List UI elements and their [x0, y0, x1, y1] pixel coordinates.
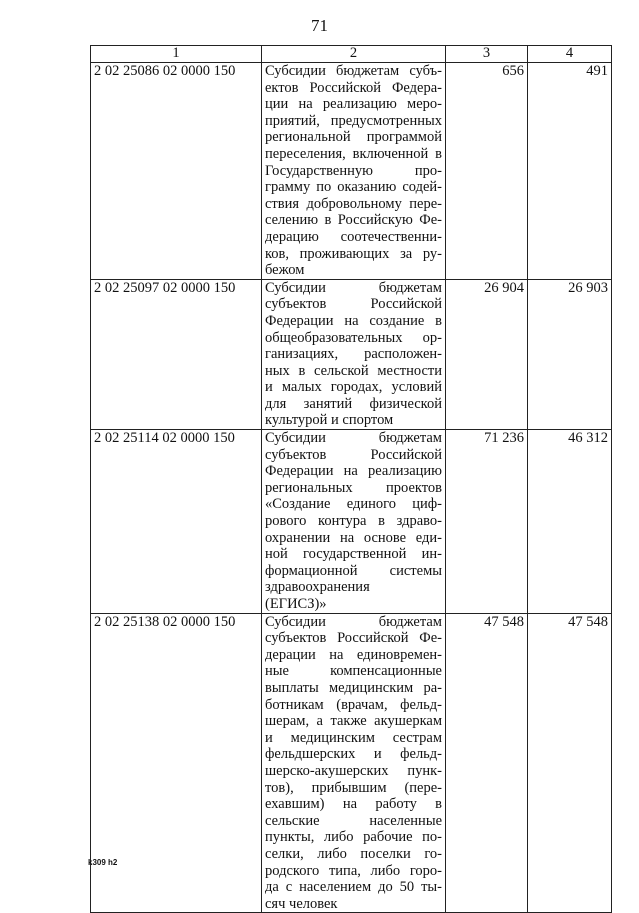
description-line: и малых городах, условий	[265, 379, 442, 396]
column-header-2: 2	[262, 46, 446, 63]
description-line: ботникам (врачам, фельд-	[265, 696, 442, 713]
description-line: ции на реализацию меро-	[265, 96, 442, 113]
value-cell-col3: 656	[446, 63, 528, 280]
value-cell-col3: 26 904	[446, 279, 528, 429]
description-line: субъектов Российской	[265, 446, 442, 463]
table-row	[91, 430, 612, 614]
description-line: формационной системы	[265, 562, 442, 579]
description-line: Государственную про-	[265, 162, 442, 179]
description-cell	[262, 63, 446, 280]
description-line: Федерации на реализацию	[265, 463, 442, 480]
description-line: селению в Российскую Фе-	[265, 212, 442, 229]
description-line: «Создание единого циф-	[265, 496, 442, 513]
column-header-4: 4	[528, 46, 612, 63]
table-row	[91, 613, 612, 913]
description-line: региональной программой	[265, 129, 442, 146]
description-line: фельдшерских и фельд-	[265, 746, 442, 763]
description-line: ектов Российской Федера-	[265, 79, 442, 96]
description-line: дерацию соотечественни-	[265, 228, 442, 245]
description-line: выплаты медицинским ра-	[265, 679, 442, 696]
value-cell-col4: 491	[528, 63, 612, 280]
budget-table	[90, 45, 612, 913]
description-line: ствия добровольному пере-	[265, 195, 442, 212]
description-line: дерации на единовремен-	[265, 646, 442, 663]
description-line: бежом	[265, 262, 305, 279]
budget-code-cell: 2 02 25086 02 0000 150	[91, 63, 262, 280]
column-header-1: 1	[91, 46, 262, 63]
description-line: шерско-акушерских пунк-	[265, 762, 442, 779]
table-header-row	[91, 46, 612, 63]
description-line: ной государственной ин-	[265, 546, 442, 563]
description-line: для занятий физической	[265, 395, 442, 412]
description-line: приятий, предусмотренных	[265, 112, 442, 129]
description-line: ехавшим) на работу в	[265, 796, 442, 813]
description-line: Субсидии бюджетам	[265, 613, 442, 630]
value-cell-col3: 47 548	[446, 613, 528, 913]
budget-code-cell: 2 02 25097 02 0000 150	[91, 279, 262, 429]
description-line: субъектов Российской	[265, 296, 442, 313]
description-line: Субсидии бюджетам	[265, 430, 442, 447]
description-line: общеобразовательных ор-	[265, 329, 442, 346]
value-cell-col3: 71 236	[446, 430, 528, 614]
description-line: ков, проживающих за ру-	[265, 245, 442, 262]
table-row	[91, 63, 612, 280]
value-cell-col4: 46 312	[528, 430, 612, 614]
column-header-3: 3	[446, 46, 528, 63]
footer-code: k309 h2	[88, 858, 118, 867]
description-line: ных в сельской местности	[265, 362, 442, 379]
description-line: переселения, включенной в	[265, 145, 442, 162]
description-line: (ЕГИСЗ)»	[265, 596, 327, 612]
description-line: культурой и спортом	[265, 412, 394, 429]
description-line: ганизациях, расположен-	[265, 346, 442, 363]
value-cell-col4: 47 548	[528, 613, 612, 913]
description-line: грамму по оказанию содей-	[265, 179, 442, 196]
budget-code-cell: 2 02 25114 02 0000 150	[91, 430, 262, 614]
description-cell	[262, 613, 446, 913]
description-line: да с населением до 50 ты-	[265, 879, 442, 896]
description-line: шерам, а также акушеркам	[265, 713, 442, 730]
description-line: селки, либо поселки го-	[265, 845, 442, 862]
description-line: Субсидии бюджетам	[265, 279, 442, 296]
page-number: 71	[311, 16, 328, 35]
table-row	[91, 279, 612, 429]
description-line: здравоохранения	[265, 579, 370, 596]
description-line: ные компенсационные	[265, 663, 442, 680]
description-line: Федерации на создание в	[265, 312, 442, 329]
description-line: сяч человек	[265, 895, 338, 912]
description-cell	[262, 279, 446, 429]
description-line: охранении на основе еди-	[265, 529, 442, 546]
description-line: и медицинским сестрам	[265, 729, 442, 746]
description-cell	[262, 430, 446, 614]
value-cell-col4: 26 903	[528, 279, 612, 429]
description-line: родского типа, либо горо-	[265, 862, 442, 879]
description-line: рового контура в здраво-	[265, 513, 442, 530]
description-line: тов), прибывшим (пере-	[265, 779, 442, 796]
budget-code-cell: 2 02 25138 02 0000 150	[91, 613, 262, 913]
description-line: Субсидии бюджетам субъ-	[265, 63, 442, 79]
description-line: региональных проектов	[265, 479, 442, 496]
description-line: субъектов Российской Фе-	[265, 630, 442, 647]
description-line: сельские населенные	[265, 812, 442, 829]
description-line: пункты, либо рабочие по-	[265, 829, 442, 846]
